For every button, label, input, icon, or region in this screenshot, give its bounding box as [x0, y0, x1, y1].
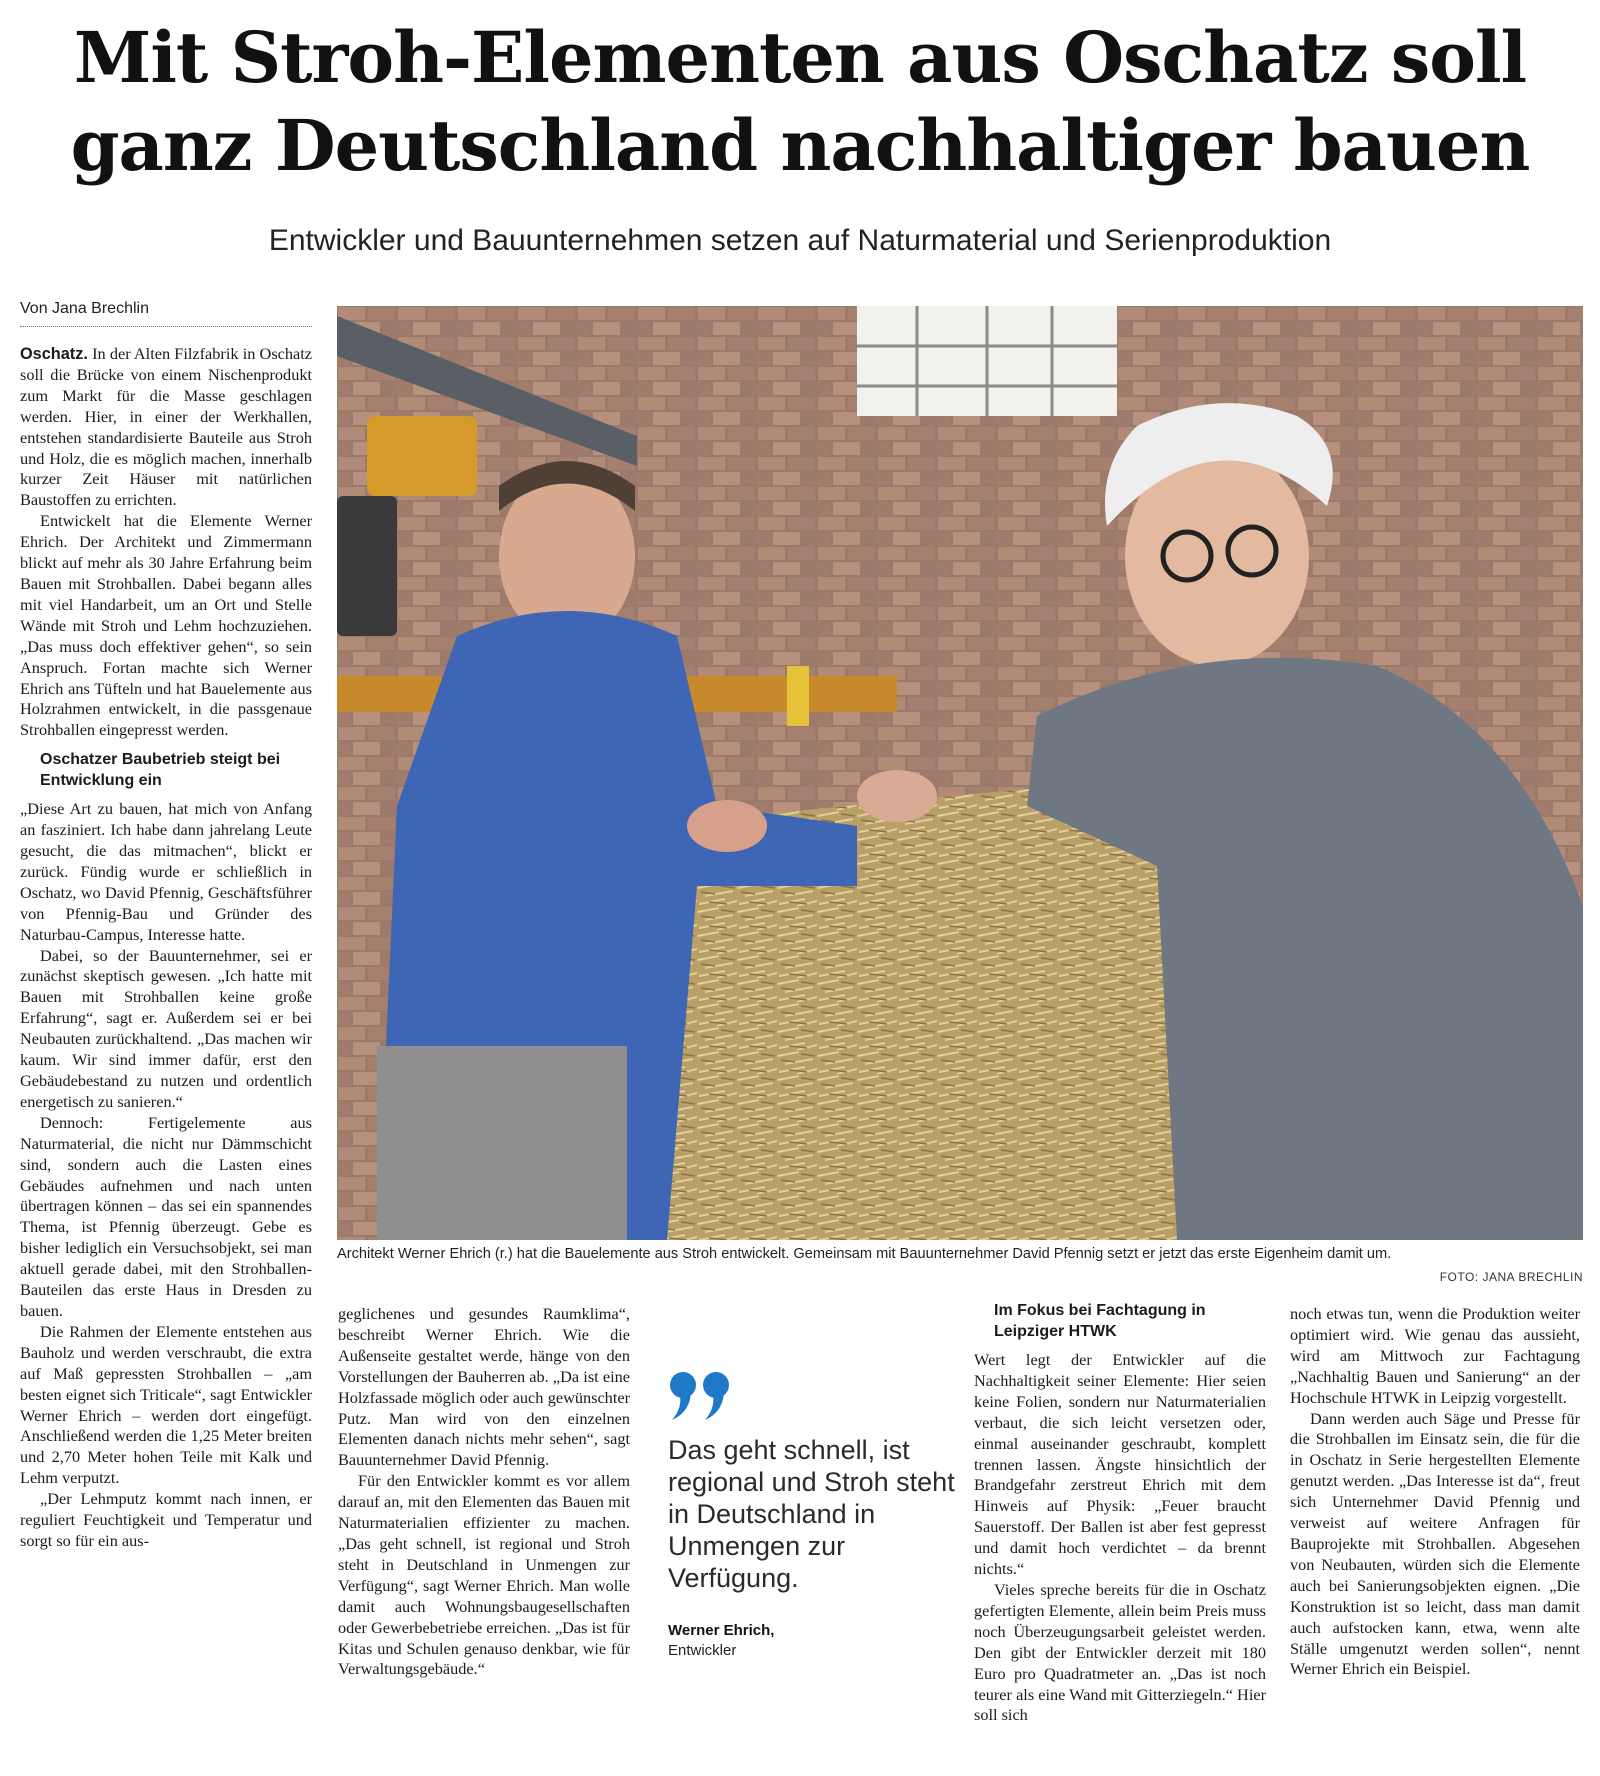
article-column-2: [338, 1304, 630, 1770]
article-paragraph: Dabei, so der Bauunternehmer, sei er zunächst skeptisch gewesen. „Ich hatte mit Bauen mit Strohballen keine große Erfahrung“, sagt er. Außerdem sei er bei Neubauten zurückhaltend. „Das machen wir kaum. Wir sind immer dafür, erst den Gebäudebestand zu nutzen und ordentlich energetisch zu sanieren.“: [20, 945, 312, 1111]
pull-quote: [668, 1370, 958, 1659]
article-paragraph: „Diese Art zu bauen, hat mich von Anfang an fasziniert. Ich habe dann jahrelang Leute gesucht, die das mitmachen“, blickt er zurück. Fündig wurde er schließlich in Oschatz, wo David Pfennig, Geschäftsführer von Pfennig-Bau und Gründer des Naturbau-Campus, Interesse hatte.: [20, 799, 312, 944]
article-column-5: [1290, 1304, 1580, 1770]
article-paragraph: Dennoch: Fertigelemente aus Naturmaterial, die nicht nur Dämmschicht sind, sondern auch die Lasten eines Gebäudes aufnehmen und nach unten übertragen können – das sei ein spannendes Thema, ist Pfennig überzeugt. Gebe es bisher lediglich ein Versuchsobjekt, sei man aktuell gerade dabei, mit den Strohballen-Bauteilen das erste Haus in Dresden zu bauen.: [20, 1112, 312, 1320]
quote-mark-icon: [668, 1370, 738, 1424]
dateline: Oschatz.: [20, 345, 88, 363]
article-paragraph: Wert legt der Entwickler auf die Nachhaltigkeit seiner Elemente: Hier seien keine Folien, sondern nur Naturmaterialien verbaut, die sich leicht versetzen oder, einmal auseinander geschraubt, komplett trennen lassen. Ängste hinsichtlich der Brandgefahr zerstreut Ehrich mit dem Hinweis auf Physik: „Feuer braucht Sauerstoff. Der Ballen ist aber fest gepresst und damit hoch verdichtet – da brennt nichts.“: [974, 1350, 1266, 1579]
quote-text: Das geht schnell, ist regional und Stroh steht in Deutschland in Unmengen zur Verfügung.: [668, 1435, 955, 1593]
photo-caption: Architekt Werner Ehrich (r.) hat die Bauelemente aus Stroh entwickelt. Gemeinsam mit Bauunternehmer David Pfennig setzt er jetzt das erste Eigenheim damit um.: [337, 1246, 1392, 1262]
photo-credit: FOTO: JANA BRECHLIN: [1439, 1270, 1583, 1284]
yellow-object: [787, 666, 809, 726]
subheadline: Entwickler und Bauunternehmen setzen auf Naturmaterial und Serienproduktion: [268, 224, 1332, 257]
article-paragraph: Für den Entwickler kommt es vor allem darauf an, mit den Elementen das Bauen mit Naturmaterialien effizienter zu machen. „Das geht schnell, ist regional und Stroh steht in Deutschland in Unmengen zur Verfügung“, sagt Werner Ehrich. Man wolle damit auch Wohnungsbaugesellschaften oder Gewerbebetriebe erreichen. „Das ist für Kitas und Schulen genauso denkbar, wie für Verwaltungsgebäude.“: [338, 1471, 630, 1679]
article-photo: [337, 306, 1583, 1240]
photo-illustration: [337, 306, 1583, 1240]
chain-bag: [337, 496, 397, 636]
quote-author: Werner Ehrich,: [668, 1622, 775, 1639]
person-left-trousers: [377, 1046, 627, 1240]
quote-mark-dot-1: [670, 1372, 696, 1398]
article-paragraph: geglichenes und gesundes Raumklima“, beschreibt Werner Ehrich. Wie die Außenseite gestaltet werde, hänge von den Vorstellungen der Bauherren ab. „Da ist eine Holzfassade möglich oder auch gewünschter Putz. Man wird von den einzelnen Elementen danach nichts mehr sehen“, sagt Bauunternehmer David Pfennig.: [338, 1304, 630, 1470]
byline: Von Jana Brechlin: [20, 300, 312, 327]
hoist: [367, 416, 477, 496]
quote-mark-dot-2: [703, 1372, 729, 1398]
headline-line-2: ganz Deutschland nachhaltiger bauen: [70, 104, 1530, 187]
headline-line-1: Mit Stroh-Elementen aus Oschatz soll: [73, 16, 1527, 99]
quote-mark-tail-2: [705, 1392, 724, 1420]
article-paragraph: noch etwas tun, wenn die Produktion weiter optimiert wird. Wie genau das aussieht, wird am Mittwoch zur Fachtagung „Nachhaltig Bauen und Sanierung“ an der Hochschule HTWK in Leipzig vorgestellt.: [1290, 1304, 1580, 1407]
section-heading: Oschatzer Baubetrieb steigt bei Entwicklung ein: [40, 751, 281, 790]
article-paragraph: Dann werden auch Säge und Presse für die Strohballen im Einsatz sein, die für die in Oschatz in Serie hergestellten Elemente genutzt werden. „Das Interesse ist da“, freut sich Unternehmer David Pfennig und verweist auf weitere Anfragen für Bauprojekte mit Strohballen. Abgesehen von Neubauten, würden sich die Elemente auch bei Sanierungsobjekten eignen. „Die Konstruktion ist so leicht, dass man damit auch aufstocken kann, etwa, wenn alte Ställe umgenutzt werden sollen“, nennt Werner Ehrich ein Beispiel.: [1290, 1408, 1580, 1679]
article-paragraph: Vieles spreche bereits für die in Oschatz gefertigten Elemente, allein beim Preis muss noch Überzeugungsarbeit geleistet werden. Den gibt der Entwickler derzeit mit 180 Euro pro Quadratmeter an. „Das ist noch teurer als eine Wand mit Gitterziegeln.“ Hier soll sich: [974, 1579, 1266, 1725]
section-heading: Im Fokus bei Fachtagung in Leipziger HTWK: [994, 1302, 1206, 1340]
quote-author-role: Entwickler: [668, 1642, 737, 1659]
quote-mark-tail-1: [672, 1392, 691, 1420]
article-column-4: [974, 1300, 1266, 1770]
headline: [0, 14, 1600, 190]
article-paragraph: „Der Lehmputz kommt nach innen, er reguliert Feuchtigkeit und Temperatur und sorgt so für ein aus-: [20, 1489, 312, 1550]
article-paragraph: Oschatz. In der Alten Filzfabrik in Oschatz soll die Brücke von einem Nischenprodukt zum Markt für die Masse geschlagen werden. Hier, in einer der Werkhallen, entstehen standardisierte Bauteile aus Stroh und Holz, die es möglich machen, innerhalb kurzer Zeit Häuser mit natürlichen Baustoffen zu errichten.: [20, 344, 312, 510]
article-paragraph: Die Rahmen der Elemente entstehen aus Bauholz und werden verschraubt, die extra auf Maß gepressten Strohballen – „am besten eignet sich Triticale“, sagt Entwickler Werner Ehrich – werden dort eingefügt. Anschließend werden die 1,25 Meter breiten und 2,70 Meter hohen Teile mit Kalk und Lehm verputzt.: [20, 1321, 312, 1488]
article-column-1: [20, 344, 312, 1770]
article-paragraph: Entwickelt hat die Elemente Werner Ehrich. Der Architekt und Zimmermann blickt auf mehr als 30 Jahre Erfahrung beim Bauen mit Strohballen. Dabei begann alles mit viel Handarbeit, um an Ort und Stelle Wände mit Stroh und Lehm hochzuziehen. „Das muss doch effektiver gehen“, so sein Anspruch. Fortan machte sich Werner Ehrich ans Tüfteln und hat Bauelemente aus Holzrahmen entwickelt, in die passgenaue Strohballen eingepresst werden.: [20, 511, 312, 740]
